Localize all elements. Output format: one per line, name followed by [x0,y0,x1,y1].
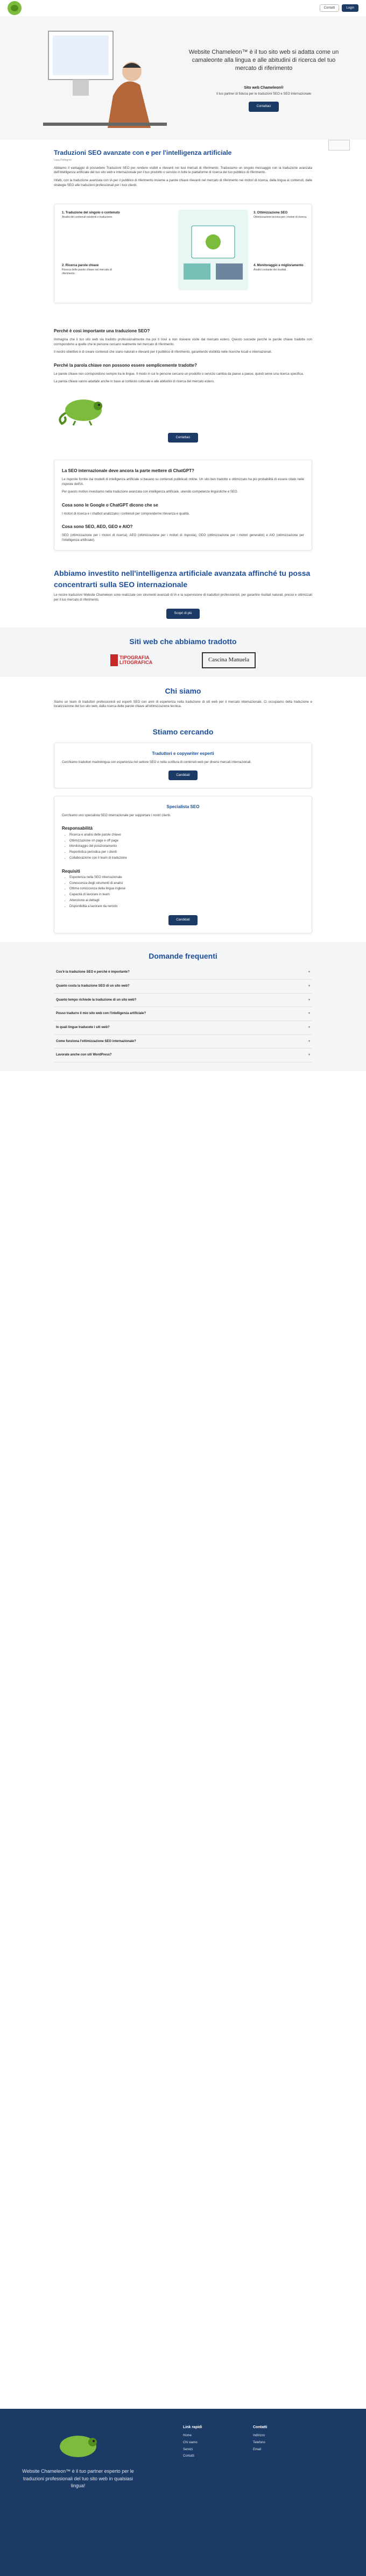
faq-item[interactable] [54,1007,312,1021]
who-heading: Chi siamo [165,687,201,696]
who-paragraph: Siamo un team di traduttori professionisti ed esperti SEO con anni di esperienza nella traduzione di siti web per il mercato internazionale. Ci occupiamo della traduzione e localizzazione del tuo sito web, dalla ricerca delle parole chiave all'ottimizzazione tecnica. [54,700,312,709]
invest-heading: Abbiamo investito nell'intelligenza artificiale avanzata affinché tu possa concentrarti sulla SEO internazionale [54,569,311,589]
faq-section [0,942,366,1071]
step-3: 3. Ottimizzazione SEO Ottimizzazione tecnica per i motori di ricerca. [254,211,307,219]
responsibility-item: • Ricerca e analisi delle parole chiave [69,833,304,838]
footer-link[interactable]: Home [183,2434,192,2438]
sites-heading: Siti web che abbiamo tradotto [129,637,237,646]
chevron-down-icon: ▾ [308,1039,310,1043]
ai-heading: La SEO internazionale deve ancora la parte mettere di ChatGPT? [62,468,194,474]
footer-contacts: Contatti Indirizzo Telefono Email [253,2425,268,2451]
faq-question: Cos'è la traduzione SEO e perché è importante? [56,971,130,974]
why-paragraph-2: Il nostro obiettivo è di creare contenuti che siano naturali e rilevanti per il pubblico di riferimento, garantendo visibilità nelle ricerche locali e internazionali. [54,351,272,354]
responsibility-item: • Reportistica periodica per i clienti [69,850,304,855]
faq-item[interactable] [54,1048,312,1062]
steps-card [54,204,312,303]
footer-contact[interactable]: Telefono [253,2441,265,2444]
responsibilities-heading: Responsabilità [62,826,93,831]
requirement-item: • Attenzione ai dettagli [69,898,304,903]
chameleon-logo[interactable] [8,1,22,15]
chevron-down-icon: ▾ [308,971,310,974]
why-paragraph-3: Le parole chiave non corrispondono sempre tra le lingue. Il modo in cui le persone cercano un prodotto o servizio cambia da paese a paese, quindi serve una ricerca specifica. [54,372,304,376]
ai-section [0,451,366,559]
chevron-down-icon: ▾ [308,1025,310,1029]
faq-item[interactable] [54,980,312,994]
step-1: 1. Traduzione del singolo o contenuto Analisi dei contenuti esistenti e traduzione. [62,211,120,219]
requirement-item: • Capacità di lavorare in team [69,893,304,897]
hero-subtitle: Sito web Chameleon® [244,85,284,90]
job-description-2: Cerchiamo uno specialista SEO internazionale per supportare i nostri clienti. [62,814,171,817]
apply-button-2[interactable]: Candidati [168,915,197,925]
responsibility-item: • Ottimizzazione on page e off page [69,839,304,844]
step-2: 2. Ricerca parole chiave Ricerca delle parole chiave nel mercato di riferimento. [62,264,112,276]
cascina-logo[interactable]: Cascina Manuela [202,652,256,668]
footer-link[interactable]: Contatti [183,2454,194,2458]
why-heading-2: Perché la parola chiave non possono essere semplicemente tradotte? [54,363,197,368]
why-paragraph-4: La parola chiave vanno adattate anche in base al contesto culturale e alle abitudini di ricerca del mercato estero. [54,380,215,384]
sites-section [0,627,366,677]
search-section [0,718,366,942]
who-section [0,677,366,718]
requirement-item: • Ottima conoscenza della lingua inglese [69,887,304,891]
job-card-1 [54,743,312,788]
faq-question: Come funziona l'ottimizzazione SEO internazionale? [56,1039,136,1043]
ai-heading-2: Cosa sono le Google o ChatGPT dicono che se [62,503,158,508]
hero-subtitle-2: Il tuo partner di fiducia per le traduzioni SEO e SEO internazionale [216,92,312,96]
faq-list [54,966,312,1062]
requirement-item: • Disponibilità a lavorare da remoto [69,904,304,909]
chevron-down-icon: ▾ [308,998,310,1002]
ai-paragraph-3: I motori di ricerca e i chatbot analizzano i contenuti per comprenderne rilevanza e qualità. [62,512,190,516]
requirements-list [62,875,304,909]
ai-paragraph-2: Per questo motivo investiamo nella traduzione avanzata con intelligenza artificiale, unendo competenze linguistiche e SEO. [62,490,238,494]
faq-question: Lavorate anche con siti WordPress? [56,1053,112,1057]
faq-question: Quanto tempo richiede la traduzione di un sito web? [56,998,137,1002]
chevron-down-icon: ▾ [308,984,310,988]
search-heading: Stiamo cercando [152,727,214,736]
tipografia-logo[interactable]: TIPOGRAFIA LITOGRAFICA [110,652,164,668]
steps-illustration [178,210,248,290]
ai-card [54,460,312,551]
intro-paragraph-1: Abbiamo il vantaggio di possedere Traduzioni SEO per rendere visibili e rilevanti nei tuoi mercati di riferimento. Traduciamo un singolo messaggio con la traduzione avanzata dell'intelligenza artificiale del tuo sito web e internazionale per il tuo prodotto o servizio in tutte le piattaforme di ricerca del tuo pubblico di riferimento. [54,166,312,175]
why-contact-button[interactable]: Contattaci [168,433,198,443]
why-heading: Perché è così importante una traduzione SEO? [54,329,150,334]
faq-question: Posso tradurre il mio sito web con l'intelligenza artificiale? [56,1012,146,1016]
chameleon-icon [54,389,113,426]
ai-heading-3: Cosa sono SEO, AEO, GEO e AIO? [62,524,133,530]
hero-section [0,16,366,140]
footer [0,2409,366,2576]
footer-links: Link rapidi Home Chi siamo Servizi Contatti [183,2425,202,2458]
footer-chameleon-icon [48,2425,108,2463]
ai-paragraph-1: Le risposte fornite dai modelli di intelligenza artificiale si basano su contenuti pubblicati online. Un sito ben tradotto e ottimizzato ha più probabilità di essere citato nelle risposte dell'IA. [62,477,304,486]
job-description-1: Cerchiamo traduttori madrelingua con esperienza nel settore SEO e nella scrittura di contenuti web per diversi mercati internazionali. [62,760,252,764]
faq-heading: Domande frequenti [149,951,217,960]
job-card-2 [54,796,312,933]
faq-item[interactable] [54,966,312,980]
responsibility-item: • Collaborazione con il team di traduzione [69,856,304,861]
faq-question: Quanto costa la traduzione SEO di un sito web? [56,984,130,988]
responsibility-item: • Monitoraggio del posizionamento [69,844,304,849]
faq-item[interactable] [54,994,312,1008]
requirement-item: • Conoscenza degli strumenti di analisi [69,881,304,886]
requirement-item: • Esperienza nella SEO internazionale [69,875,304,880]
why-paragraph-1: Immagina che il tuo sito web sia tradotto professionalmente ma poi ti trovi a non ricevere visite dal mercato estero. Questo succede perché le parole chiave tradotte non corrispondono a quelle che le persone cercano realmente nel mercato di riferimento. [54,338,312,346]
intro-paragraph-2: Infatti, con la traduzione avanzata con IA per il pubblico di riferimento insieme a parole chiave rilevanti nel mercato di riferimento nei motori di ricerca, dalla lingua ai contenuti, dalle strategie SEO alle traduzioni professionali per i tuoi clienti. [54,179,312,187]
job-title-2: Specialista SEO [166,804,200,810]
step-4: 4. Monitoraggio e miglioramento Analisi costante dei risultati. [254,264,304,272]
hero-text: Website Chameleon™ è il tuo sito web si adatta come un camaleonte alla lingua e alle abitudini di ricerca del tuo mercato di riferimento [188,49,339,72]
hero-illustration [32,20,172,139]
footer-text: Website Chameleon™ è il tuo partner esperto per le traduzioni professionali del tuo sito web in qualsiasi lingua! [22,2468,134,2488]
footer-contact[interactable]: Email [253,2447,262,2451]
login-button[interactable]: Login [342,4,358,12]
intro-author: Luca Pellegrini [54,159,72,162]
invest-section [0,559,366,627]
intro-title: Traduzioni SEO avanzate con e per l'intelligenza artificiale [54,149,232,156]
top-nav [0,0,366,16]
faq-item[interactable] [54,1035,312,1049]
footer-link[interactable]: Chi siamo [183,2441,198,2444]
contact-button[interactable]: Contatti [320,4,340,12]
footer-link[interactable]: Servizi [183,2447,193,2451]
intro-section [0,140,366,196]
footer-contact[interactable]: Indirizzo [253,2434,265,2438]
chevron-down-icon: ▾ [308,1053,310,1057]
requirements-heading: Requisiti [62,868,80,874]
job-title-1: Traduttori e copywriter esperti [152,751,214,757]
faq-question: In quali lingue traducete i siti web? [56,1025,110,1029]
side-widget[interactable] [328,140,350,151]
chevron-down-icon: ▾ [308,1012,310,1016]
invest-paragraph: Le nostre traduzioni Website Chameleon sono realizzate con strumenti avanzati di IA e la supervisione di traduttori professionisti, per garantire risultati naturali, precisi e ottimizzati per il tuo mercato di riferimento. [54,593,312,602]
invest-button[interactable]: Scopri di più [166,609,199,619]
steps-section [0,196,366,312]
faq-item[interactable] [54,1021,312,1035]
ai-paragraph-4: SEO (ottimizzazione per i motori di ricerca), AEO (ottimizzazione per i motori di risposta), GEO (ottimizzazione per i motori generativi) e AIO (ottimizzazione per l'intelligenza artificiale). [62,533,304,542]
apply-button-1[interactable]: Candidati [168,770,197,781]
hero-contact-button[interactable]: Contattaci [249,102,278,112]
responsibilities-list [62,833,304,860]
why-section [0,312,366,451]
